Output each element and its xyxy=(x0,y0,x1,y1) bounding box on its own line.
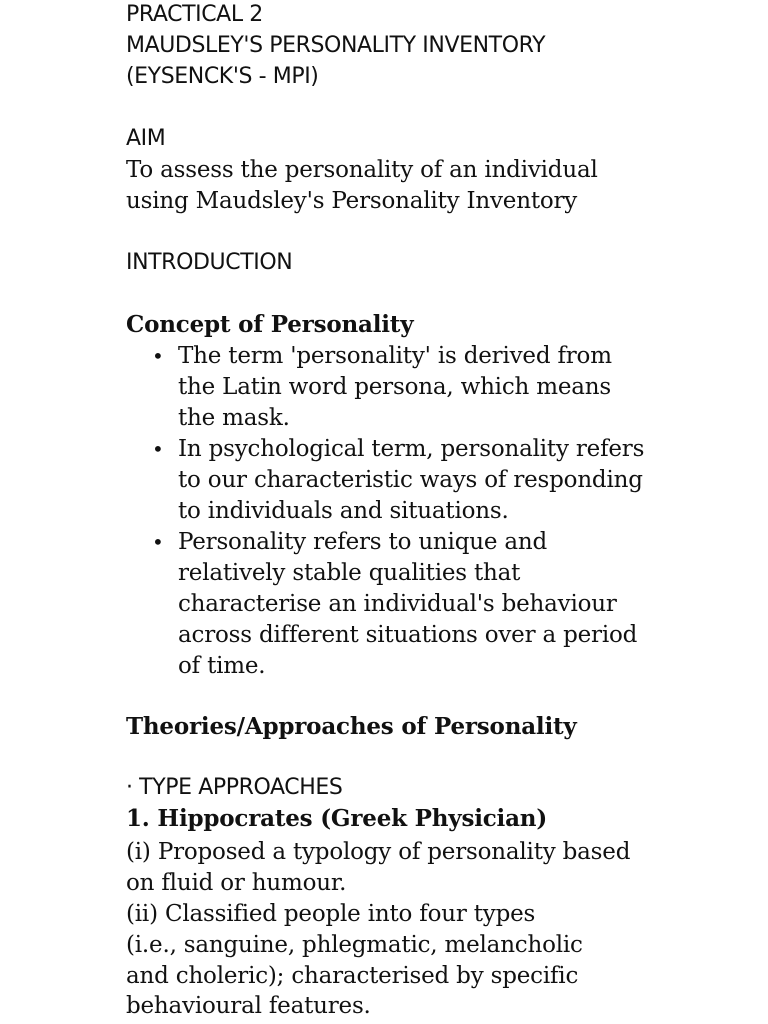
aim-heading: AIM xyxy=(126,126,166,151)
bullet-text-line: of time. xyxy=(178,653,266,679)
type-text-line: (i) Proposed a typology of personality based xyxy=(126,839,631,865)
bullet-text-line: the mask. xyxy=(178,405,290,431)
bullet-text-line: Personality refers to unique and xyxy=(178,529,548,555)
aim-text-line: To assess the personality of an individual xyxy=(126,157,598,183)
document-title: MAUDSLEY'S PERSONALITY INVENTORY xyxy=(126,33,546,58)
bullet-text-line: characterise an individual's behaviour xyxy=(178,591,617,617)
introduction-heading: INTRODUCTION xyxy=(126,250,293,275)
type-text-line: (ii) Classified people into four types xyxy=(126,901,536,927)
type-text-line: behavioural features. xyxy=(126,993,371,1019)
type-text-line: (i.e., sanguine, phlegmatic, melancholic xyxy=(126,932,583,958)
bullet-icon: • xyxy=(152,344,164,368)
bullet-text-line: The term 'personality' is derived from xyxy=(178,343,612,369)
practical-number: PRACTICAL 2 xyxy=(126,2,263,27)
concept-heading: Concept of Personality xyxy=(126,311,414,338)
document-subtitle: (EYSENCK'S - MPI) xyxy=(126,64,319,89)
bullet-text-line: across different situations over a period xyxy=(178,622,638,648)
bullet-text-line: to individuals and situations. xyxy=(178,498,509,524)
bullet-text-line: the Latin word persona, which means xyxy=(178,374,611,400)
theories-heading: Theories/Approaches of Personality xyxy=(126,713,577,740)
hippocrates-subheading: 1. Hippocrates (Greek Physician) xyxy=(126,805,547,832)
bullet-text-line: In psychological term, personality refers xyxy=(178,436,645,462)
bullet-text-line: relatively stable qualities that xyxy=(178,560,521,586)
type-text-line: and choleric); characterised by specific xyxy=(126,963,579,989)
bullet-text-line: to our characteristic ways of responding xyxy=(178,467,643,493)
bullet-icon: • xyxy=(152,530,164,554)
type-text-line: on fluid or humour. xyxy=(126,870,347,896)
type-approaches-heading: · TYPE APPROACHES xyxy=(126,775,343,800)
aim-text-line: using Maudsley's Personality Inventory xyxy=(126,188,578,214)
bullet-icon: • xyxy=(152,437,164,461)
